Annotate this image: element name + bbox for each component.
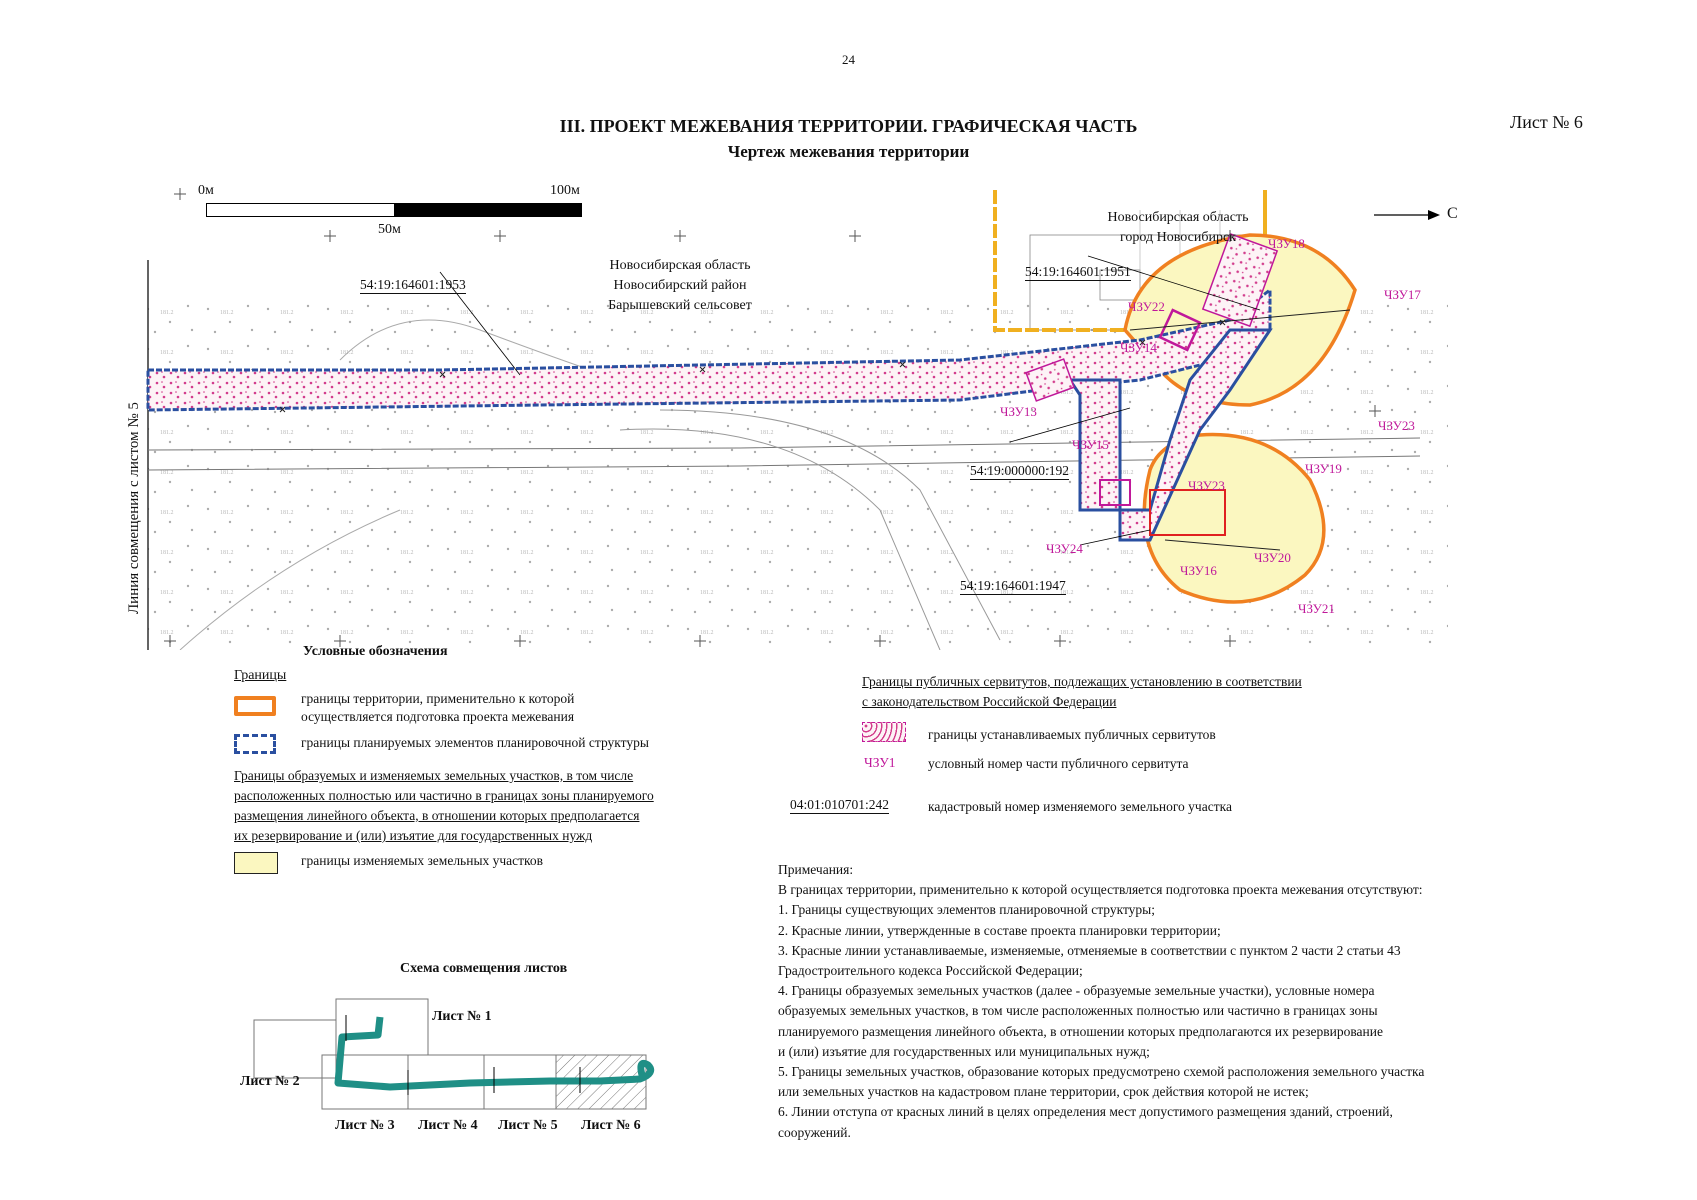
joint-line-label: Линия совмещения с листом № 5 [126, 402, 142, 614]
note-line: 3. Красные линии устанавливаемые, изменяемые, отменяемые в соответствии с пунктом 2 части 2 статьи 43 [778, 942, 1401, 958]
note-line: 2. Красные линии, утвержденные в составе проекта планировки территории; [778, 922, 1221, 938]
cadastral-label-1953: 54:19:164601:1953 [360, 277, 466, 292]
cadastral-label-1951: 54:19:164601:1951 [1025, 264, 1131, 279]
note-line: Градостроительного кодекса Российской Федерации; [778, 963, 1083, 979]
scheme-sheet-5: Лист № 5 [498, 1118, 558, 1133]
note-line: сооружений. [778, 1124, 851, 1140]
cadastral-label-1947: 54:19:164601:1947 [960, 578, 1066, 593]
easement-label-14: ЧЗУ14 [1120, 340, 1157, 355]
legend-parcels-heading-4: их резервирование и (или) изъятие для государственных нужд [234, 828, 593, 843]
easement-label-13: ЧЗУ13 [1000, 404, 1037, 419]
legend-territory-text-2: осуществляется подготовка проекта межевания [301, 709, 575, 724]
easement-label-19: ЧЗУ19 [1305, 461, 1342, 476]
note-line: образуемых земельных участков, в том числе расположенных полностью или частично в границах зоны [778, 1003, 1378, 1019]
legend-territory-swatch [234, 696, 276, 716]
north-label: С [1447, 205, 1458, 222]
note-line: В границах территории, применительно к которой осуществляется подготовка проекта межевания отсутствуют: [778, 882, 1423, 898]
scheme-sheet-4: Лист № 4 [418, 1118, 478, 1133]
scale-zero-label: 0м [198, 183, 214, 198]
region-left-line3: Барышевский сельсовет [608, 298, 752, 313]
easement-label-15: ЧЗУ15 [1072, 437, 1109, 452]
legend-easement-number-sample: ЧЗУ1 [864, 755, 896, 770]
region-right-line2: город Новосибирск [1120, 230, 1236, 245]
scale-max-label: 100м [550, 183, 580, 198]
scheme-sheet-2: Лист № 2 [240, 1074, 300, 1089]
cadastral-label-192: 54:19:000000:192 [970, 463, 1070, 478]
legend-parcels-heading-1: Границы образуемых и изменяемых земельных участков, в том числе [234, 768, 634, 783]
legend-parcel-swatch [234, 852, 278, 874]
legend-easement-text: границы устанавливаемых публичных сервитутов [928, 727, 1216, 742]
sheet-number: Лист № 6 [1510, 112, 1583, 132]
region-right-line1: Новосибирская область [1107, 210, 1249, 225]
scheme-sheet-6: Лист № 6 [581, 1118, 641, 1133]
easement-label-18: ЧЗУ18 [1268, 236, 1305, 251]
note-line: или земельных участков на кадастровом плане территории, срок действия которой не истек; [778, 1084, 1309, 1100]
legend-easement-number-text: условный номер части публичного сервитута [928, 756, 1189, 771]
legend-parcels-heading-2: расположенных полностью или частично в границах зоны планируемого [234, 788, 654, 803]
easement-label-22: ЧЗУ22 [1128, 299, 1165, 314]
easement-label-23a: ЧЗУ23 [1378, 418, 1415, 433]
region-left-line1: Новосибирская область [609, 258, 751, 273]
legend-easement-swatch [862, 722, 906, 742]
legend-parcels-heading-3: размещения линейного объекта, в отношении которых предполагается [234, 808, 640, 823]
legend-territory-text-1: границы территории, применительно к которой [301, 691, 575, 706]
region-left-line2: Новосибирский район [613, 278, 747, 293]
easement-label-16: ЧЗУ16 [1180, 563, 1217, 578]
legend-planning-swatch [234, 734, 276, 754]
easement-label-24: ЧЗУ24 [1046, 541, 1083, 556]
legend-heading: Условные обозначения [303, 644, 448, 659]
scheme-title: Схема совмещения листов [400, 961, 568, 976]
legend-parcel-text: границы изменяемых земельных участков [301, 853, 544, 868]
note-line: 6. Линии отступа от красных линий в целях определения мест допустимого размещения зданий, строений, [778, 1104, 1393, 1120]
legend-easements-heading-1: Границы публичных сервитутов, подлежащих установлению в соответствии [862, 674, 1302, 689]
scheme-sheet-3: Лист № 3 [335, 1118, 395, 1133]
easement-label-21: ЧЗУ21 [1298, 601, 1335, 616]
page-subtitle: Чертеж межевания территории [727, 142, 970, 161]
note-line: 4. Границы образуемых земельных участков (далее - образуемые земельные участки), условные номера [778, 983, 1375, 999]
easement-label-23b: ЧЗУ23 [1188, 478, 1225, 493]
note-line: и (или) изъятие для государственных или муниципальных нужд; [778, 1043, 1150, 1059]
easement-label-20: ЧЗУ20 [1254, 550, 1291, 565]
note-line: планируемого размещения линейного объекта, в отношении которых предполагаются их резервирование [778, 1023, 1383, 1039]
page-title: III. ПРОЕКТ МЕЖЕВАНИЯ ТЕРРИТОРИИ. ГРАФИЧЕСКАЯ ЧАСТЬ [559, 116, 1138, 136]
scheme-sheet-1: Лист № 1 [432, 1009, 492, 1024]
legend-cadastral-sample: 04:01:010701:242 [790, 797, 890, 812]
notes-block [778, 860, 1424, 1143]
note-line: Примечания: [778, 862, 854, 877]
legend-planning-text: границы планируемых элементов планировочной структуры [301, 735, 649, 750]
legend-boundaries-heading: Границы [234, 668, 287, 683]
page-number: 24 [842, 52, 855, 67]
note-line: 1. Границы существующих элементов планировочной структуры; [778, 902, 1155, 918]
legend-easements-heading-2: с законодательством Российской Федерации [862, 694, 1117, 709]
easement-label-17: ЧЗУ17 [1384, 287, 1421, 302]
scale-mid-label: 50м [378, 222, 401, 237]
note-line: 5. Границы земельных участков, образование которых предусмотрено схемой расположения земельного участка [778, 1064, 1425, 1080]
legend-cadastral-text: кадастровый номер изменяемого земельного участка [928, 799, 1232, 814]
